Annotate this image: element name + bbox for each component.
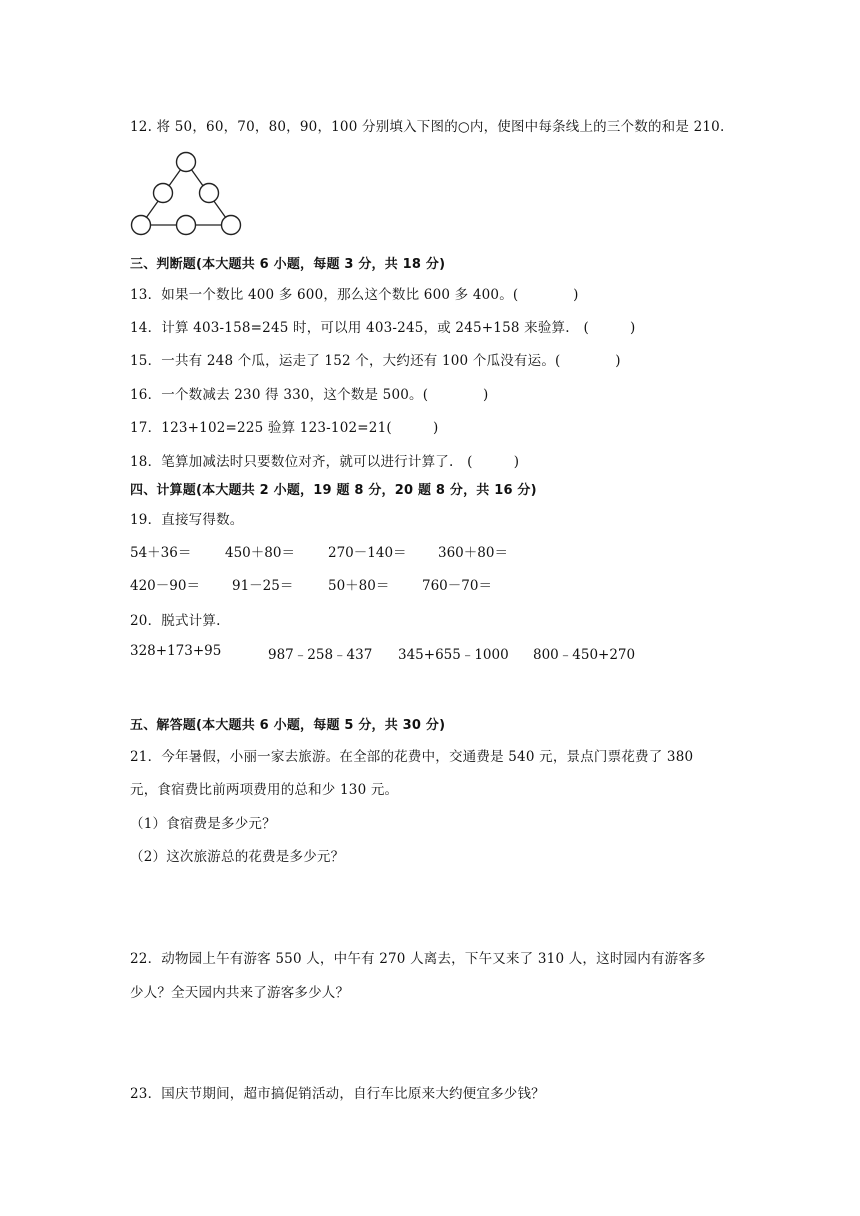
question-15: 15．一共有 248 个瓜，运走了 152 个，大约还有 100 个瓜没有运。( ) xyxy=(130,353,621,369)
blank-circle-right-mid xyxy=(200,184,219,203)
blank-circle-top xyxy=(177,153,196,172)
q20-expr: 987﹣258﹣437 xyxy=(268,647,373,663)
blank-circle-bottom-right xyxy=(222,216,241,235)
question-14: 14．计算 403-158=245 时，可以用 403-245，或 245+158 来验算. ( ) xyxy=(130,320,636,336)
q19-expr: 50＋80＝ xyxy=(328,578,390,594)
q19-expr: 360＋80＝ xyxy=(438,545,508,561)
question-20: 20．脱式计算. xyxy=(130,613,221,629)
q19-expr: 91－25＝ xyxy=(232,578,294,594)
section-4-heading: 四、计算题(本大题共 2 小题，19 题 8 分，20 题 8 分，共 16 分) xyxy=(130,483,537,498)
q19-expr: 450＋80＝ xyxy=(225,545,295,561)
question-21-line-2: 元，食宿费比前两项费用的总和少 130 元。 xyxy=(130,782,399,798)
question-23: 23．国庆节期间，超市搞促销活动，自行车比原来大约便宜多少钱？ xyxy=(130,1086,545,1102)
question-18: 18．笔算加减法时只要数位对齐，就可以进行计算了. ( ) xyxy=(130,454,520,470)
question-19: 19．直接写得数。 xyxy=(130,512,244,528)
q19-expr: 270－140＝ xyxy=(328,545,407,561)
question-22-line-2: 少人？全天园内共来了游客多少人？ xyxy=(130,985,350,1001)
question-16: 16．一个数减去 230 得 330，这个数是 500。( ) xyxy=(130,387,489,403)
blank-circle-bottom-left xyxy=(132,216,151,235)
question-12: 12. 将 50，60，70，80，90，100 分别填入下图的○内，使图中每条线上的三个数的和是 210. xyxy=(130,119,725,135)
q20-expr: 328+173+95 xyxy=(130,643,222,659)
blank-circle-left-mid xyxy=(154,184,173,203)
q19-expr: 54＋36＝ xyxy=(130,545,192,561)
question-13: 13．如果一个数比 400 多 600，那么这个数比 600 多 400。( ) xyxy=(130,287,579,303)
question-17: 17．123+102=225 验算 123-102=21( ) xyxy=(130,420,439,436)
q19-expr: 420－90＝ xyxy=(130,578,200,594)
question-21-sub-2: （2）这次旅游总的花费是多少元？ xyxy=(130,849,345,865)
q20-expr: 800﹣450+270 xyxy=(533,647,636,663)
q20-expr: 345+655﹣1000 xyxy=(398,647,509,663)
question-22-line-1: 22．动物园上午有游客 550 人，中午有 270 人离去，下午又来了 310 人，这时园内有游客多 xyxy=(130,951,706,967)
blank-circle-bottom-mid xyxy=(177,216,196,235)
section-3-heading: 三、判断题(本大题共 6 小题，每题 3 分，共 18 分) xyxy=(130,257,446,272)
circle-triangle-figure xyxy=(130,148,244,236)
section-5-heading: 五、解答题(本大题共 6 小题，每题 5 分，共 30 分) xyxy=(130,718,446,733)
q19-expr: 760－70＝ xyxy=(422,578,492,594)
question-21-line-1: 21．今年暑假，小丽一家去旅游。在全部的花费中，交通费是 540 元，景点门票花费了 380 xyxy=(130,749,694,765)
question-21-sub-1: （1）食宿费是多少元？ xyxy=(130,816,276,832)
